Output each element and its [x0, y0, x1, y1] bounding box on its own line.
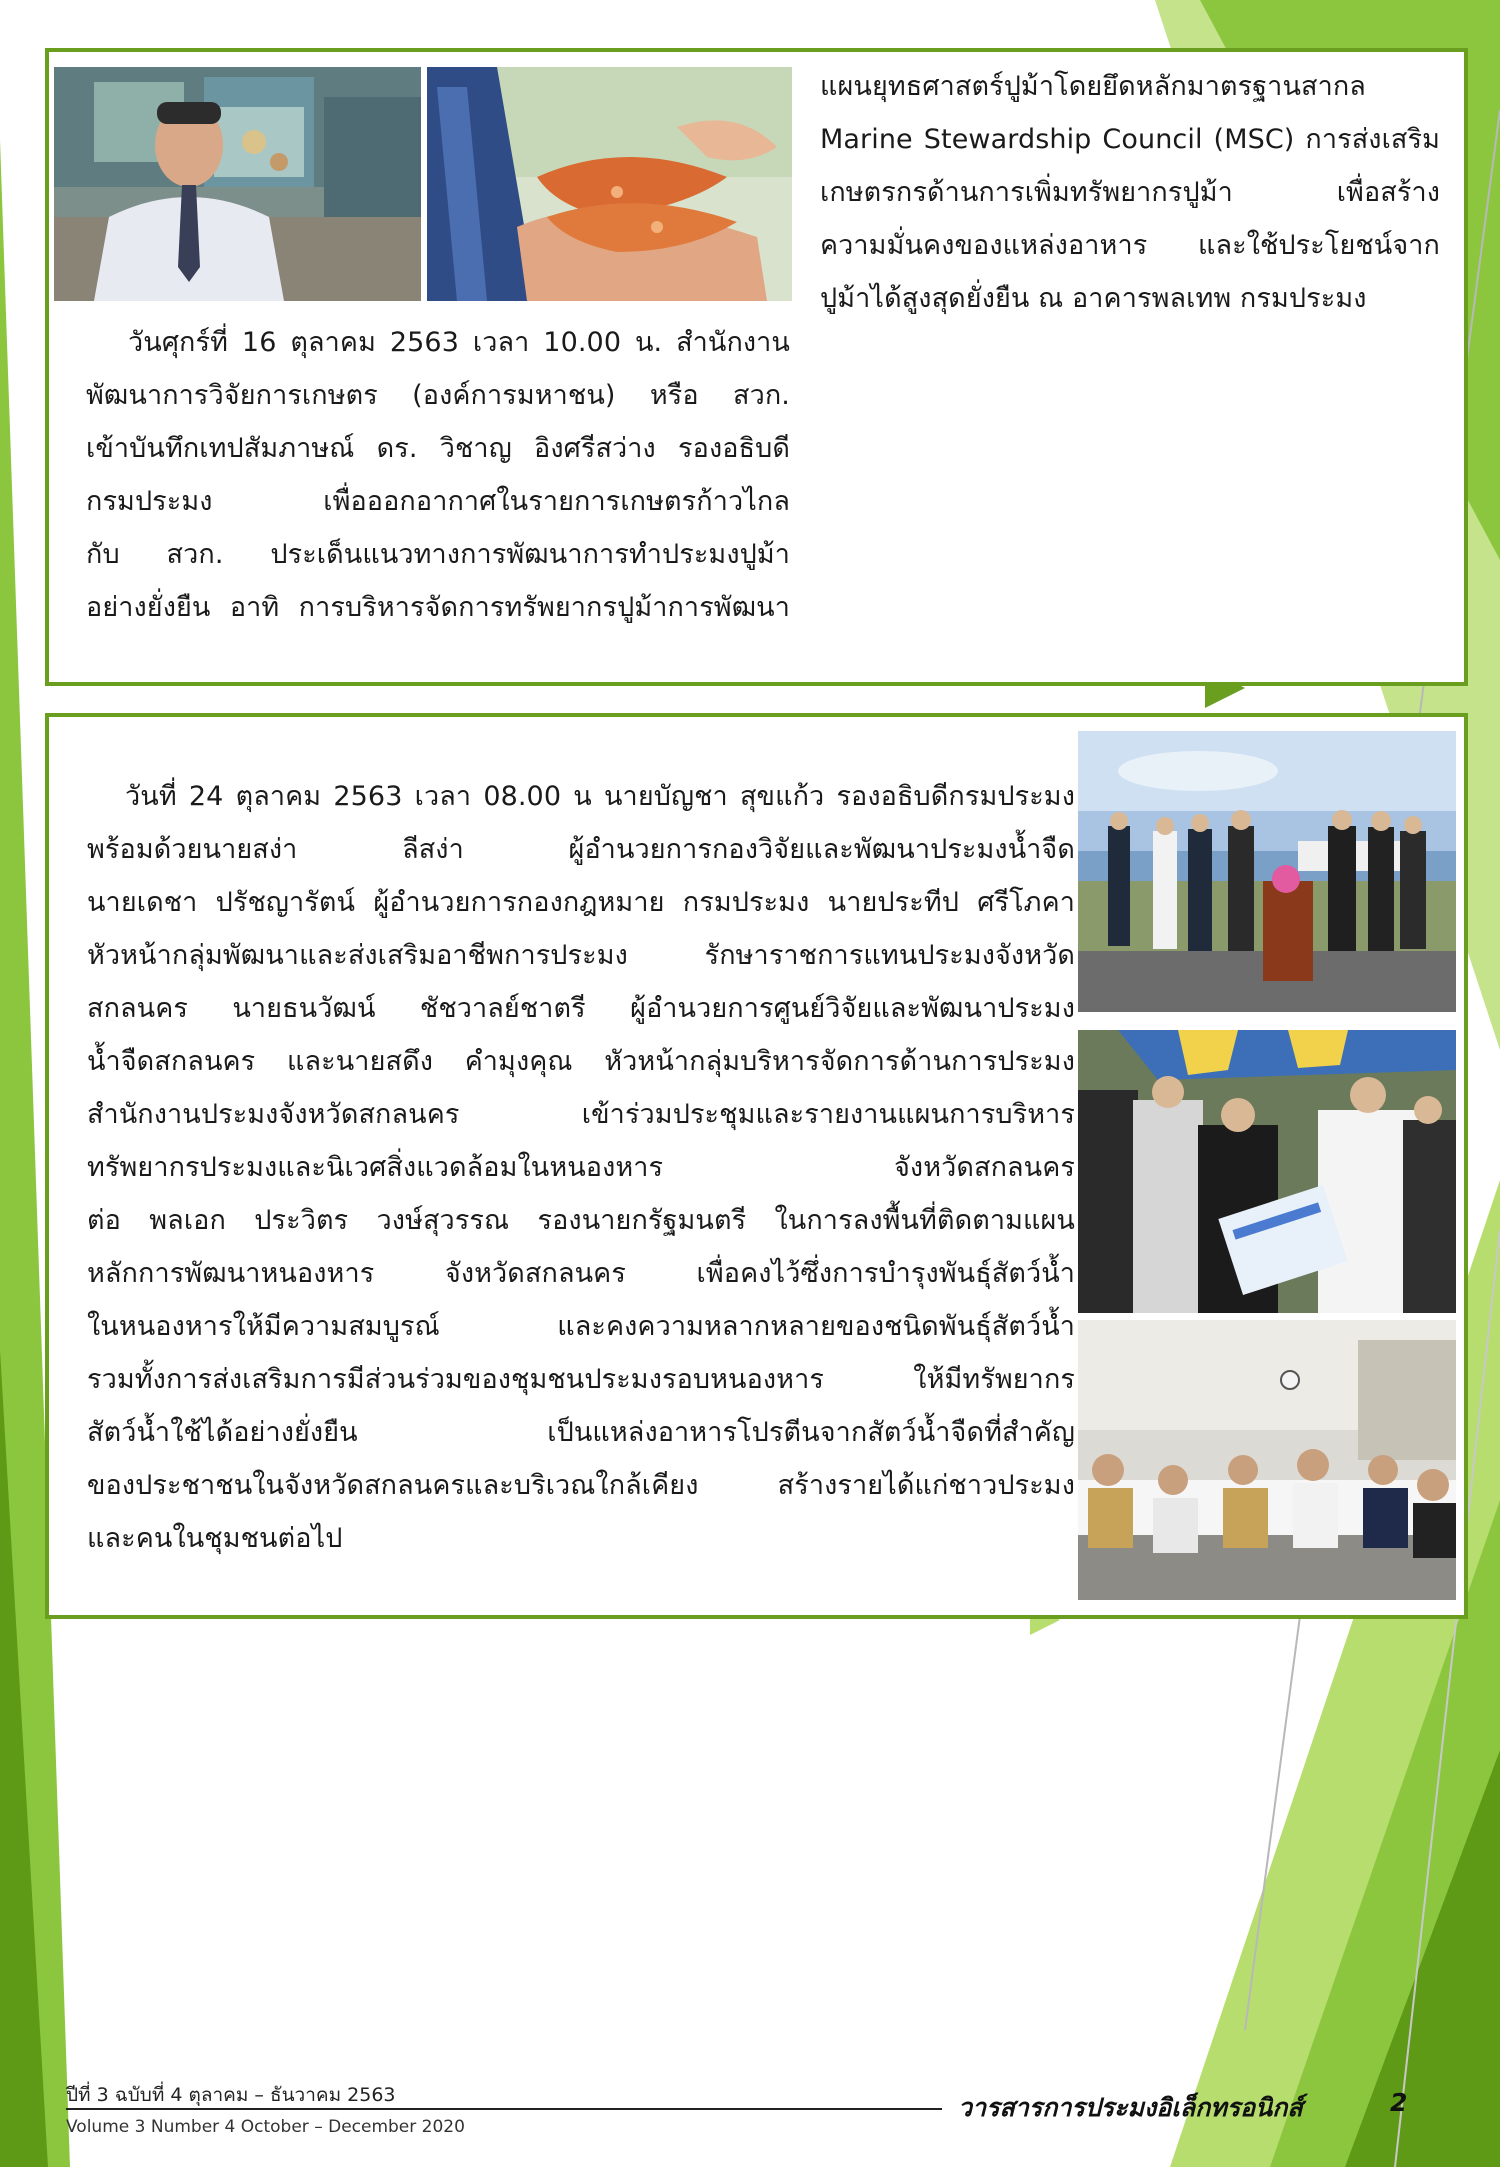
photo-lakeside-group: [1078, 731, 1456, 1012]
article-1-line: แผนยุทธศาสตร์ปูม้าโดยยึดหลักมาตรฐานสากล: [820, 71, 1366, 102]
article-1-line: พัฒนาการวิจัยการเกษตร (องค์การมหาชน) หรือ สวก.: [86, 380, 790, 411]
footer-issue-english: Volume 3 Number 4 October – December 2020: [66, 2117, 465, 2137]
photo-meeting-room: [1078, 1320, 1456, 1600]
footer-divider: [66, 2108, 942, 2110]
article-2-line: รวมทั้งการส่งเสริมการมีส่วนร่วมของชุมชนประมงรอบหนองหาร ให้มีทรัพยากร: [87, 1364, 1075, 1395]
footer-journal-title: วารสารการประมงอิเล็กทรอนิกส์: [958, 2093, 1303, 2122]
article-2-line: พร้อมด้วยนายสง่า ลีสง่า ผู้อำนวยการกองวิจัยและพัฒนาประมงน้ำจืด: [87, 834, 1075, 865]
article-2-line: หลักการพัฒนาหนองหาร จังหวัดสกลนคร เพื่อคงไว้ซึ่งการบำรุงพันธุ์สัตว์น้ำ: [87, 1258, 1075, 1289]
photo-interview-official: [54, 67, 421, 301]
article-2-line: ทรัพยากรประมงและนิเวศสิ่งแวดล้อมในหนองหาร จังหวัดสกลนคร: [87, 1152, 1075, 1183]
article-1-line: ปูม้าได้สูงสุดยั่งยืน ณ อาคารพลเทพ กรมประมง: [820, 283, 1367, 314]
article-2-line: น้ำจืดสกลนคร และนายสดึง คำมุงคุณ หัวหน้ากลุ่มบริหารจัดการด้านการประมง: [87, 1046, 1075, 1077]
article-1-lead-text: [86, 316, 790, 634]
article-1-line: ความมั่นคงของแหล่งอาหาร และใช้ประโยชน์จาก: [820, 230, 1440, 261]
article-2-line: นายเดชา ปรัชญารัตน์ ผู้อำนวยการกองกฎหมาย กรมประมง นายประทีป ศรีโภคา: [87, 887, 1075, 918]
footer-issue-thai: ปีที่ 3 ฉบับที่ 4 ตุลาคม – ธันวาคม 2563: [66, 2084, 396, 2106]
article-2-line: ต่อ พลเอก ประวิตร วงษ์สุวรรณ รองนายกรัฐมนตรี ในการลงพื้นที่ติดตามแผน: [87, 1205, 1075, 1236]
article-2-text: [87, 770, 1075, 1565]
page-number: 2: [1390, 2088, 1408, 2117]
article-2-line: ของประชาชนในจังหวัดสกลนครและบริเวณใกล้เคียง สร้างรายได้แก่ชาวประมง: [87, 1470, 1075, 1501]
article-1-line: กรมประมง เพื่อออกอากาศในรายการเกษตรก้าวไกล: [86, 486, 790, 517]
article-2-line: ในหนองหารให้มีความสมบูรณ์ และคงความหลากหลายของชนิดพันธุ์สัตว์น้ำ: [87, 1311, 1075, 1342]
article-2-line: หัวหน้ากลุ่มพัฒนาและส่งเสริมอาชีพการประมง รักษาราชการแทนประมงจังหวัด: [87, 940, 1075, 971]
article-panel-nong-han: [45, 713, 1468, 1619]
article-2-line: สกลนคร นายธนวัฒน์ ชัชวาลย์ชาตรี ผู้อำนวยการศูนย์วิจัยและพัฒนาประมง: [87, 993, 1075, 1024]
article-2-line: วันที่ 24 ตุลาคม 2563 เวลา 08.00 น นายบัญชา สุขแก้ว รองอธิบดีกรมประมง: [125, 781, 1075, 812]
article-1-line: กับ สวก. ประเด็นแนวทางการพัฒนาการทำประมงปูม้า: [86, 539, 790, 570]
article-1-line: Marine Stewardship Council (MSC) การส่งเสริม: [820, 124, 1440, 155]
article-1-line: เกษตรกรด้านการเพิ่มทรัพยากรปูม้า เพื่อสร้าง: [820, 177, 1440, 208]
article-2-line: และคนในชุมชนต่อไป: [87, 1523, 343, 1554]
article-1-line: เข้าบันทึกเทปสัมภาษณ์ ดร. วิชาญ อิงศรีสว่าง รองอธิบดี: [86, 433, 790, 464]
article-1-line: อย่างยั่งยืน อาทิ การบริหารจัดการทรัพยากรปูม้าการพัฒนา: [86, 592, 790, 623]
article-2-line: สัตว์น้ำใช้ได้อย่างยั่งยืน เป็นแหล่งอาหารโปรตีนจากสัตว์น้ำจืดที่สำคัญ: [87, 1417, 1075, 1448]
photo-site-briefing: [1078, 1030, 1456, 1313]
article-1-continued-text: [820, 60, 1440, 325]
photo-crab-hands: [427, 67, 792, 301]
article-1-line: วันศุกร์ที่ 16 ตุลาคม 2563 เวลา 10.00 น. สำนักงาน: [128, 327, 790, 358]
article-panel-crab: [45, 48, 1468, 686]
article-2-line: สำนักงานประมงจังหวัดสกลนคร เข้าร่วมประชุมและรายงานแผนการบริหาร: [87, 1099, 1075, 1130]
